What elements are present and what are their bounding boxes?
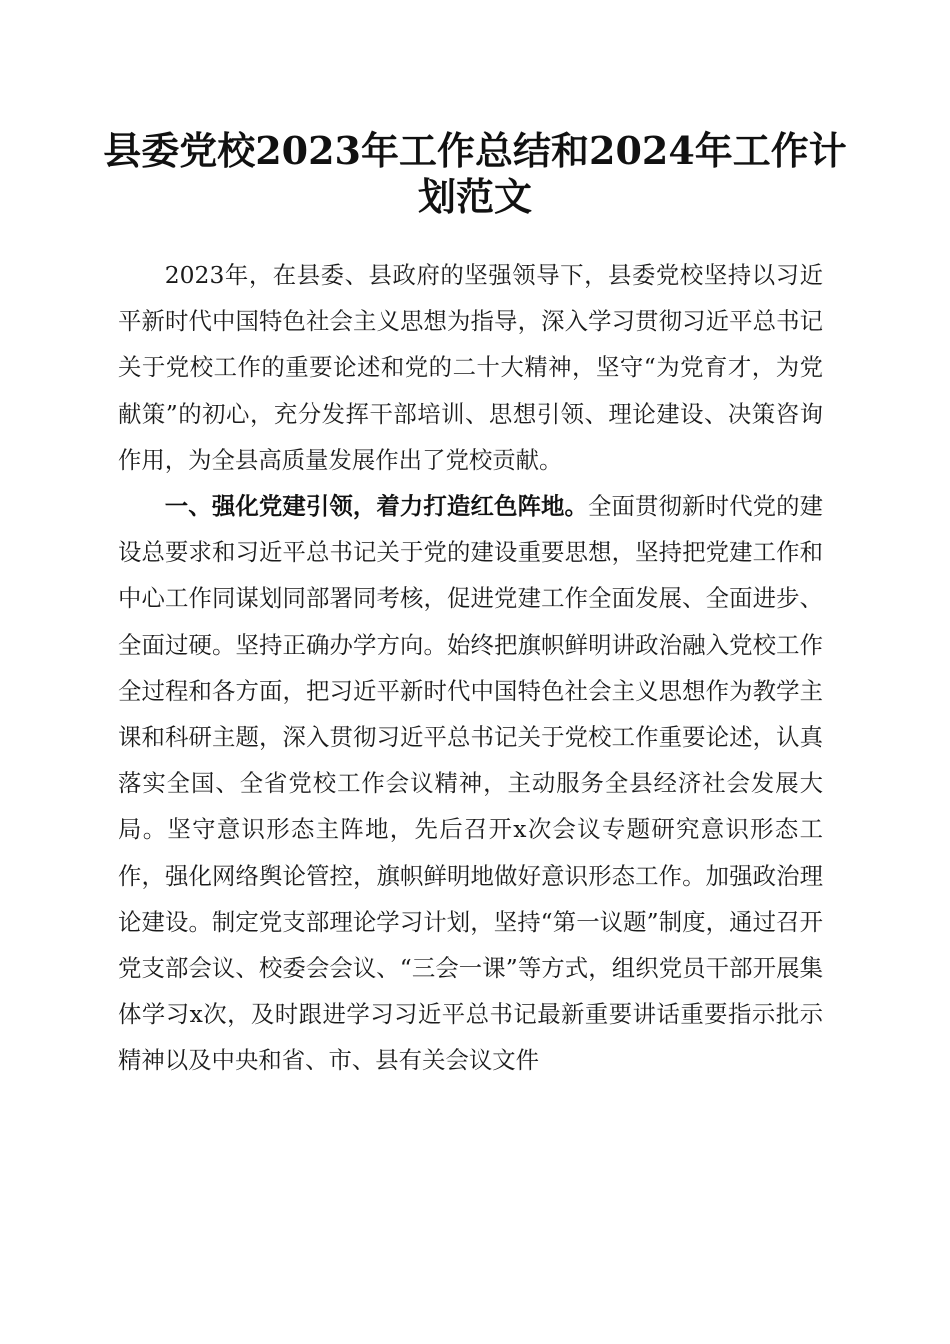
- document-title: 县委党校2023年工作总结和2024年工作计划范文: [103, 128, 847, 219]
- paragraph-intro: [118, 252, 823, 483]
- paragraph-intro-text: 2023年，在县委、县政府的坚强领导下，县委党校坚持以习近平新时代中国特色社会主义思想为指导，深入学习贯彻习近平总书记关于党校工作的重要论述和党的二十大精神，坚守“为党育才，为党献策”的初心，充分发挥干部培训、思想引领、理论建设、决策咨询作用，为全县高质量发展作出了党校贡献。: [118, 261, 823, 474]
- document-body: [118, 252, 823, 1084]
- section-1-heading: 一、强化党建引领，着力打造红色阵地。: [164, 492, 589, 521]
- paragraph-section-1: [118, 483, 823, 1084]
- section-1-text: 全面贯彻新时代党的建设总要求和习近平总书记关于党的建设重要思想，坚持把党建工作和中心工作同谋划同部署同考核，促进党建工作全面发展、全面进步、全面过硬。坚持正确办学方向。始终把旗帜鲜明讲政治融入党校工作全过程和各方面，把习近平新时代中国特色社会主义思想作为教学主课和科研主题，深入贯彻习近平总书记关于党校工作重要论述，认真落实全国、全省党校工作会议精神，主动服务全县经济社会发展大局。坚守意识形态主阵地，先后召开x次会议专题研究意识形态工作，强化网络舆论管控，旗帜鲜明地做好意识形态工作。加强政治理论建设。制定党支部理论学习计划，坚持“第一议题”制度，通过召开党支部会议、校委会会议、“三会一课”等方式，组织党员干部开展集体学习x次，及时跟进学习习近平总书记最新重要讲话重要指示批示精神以及中央和省、市、县有关会议文件: [118, 492, 824, 1075]
